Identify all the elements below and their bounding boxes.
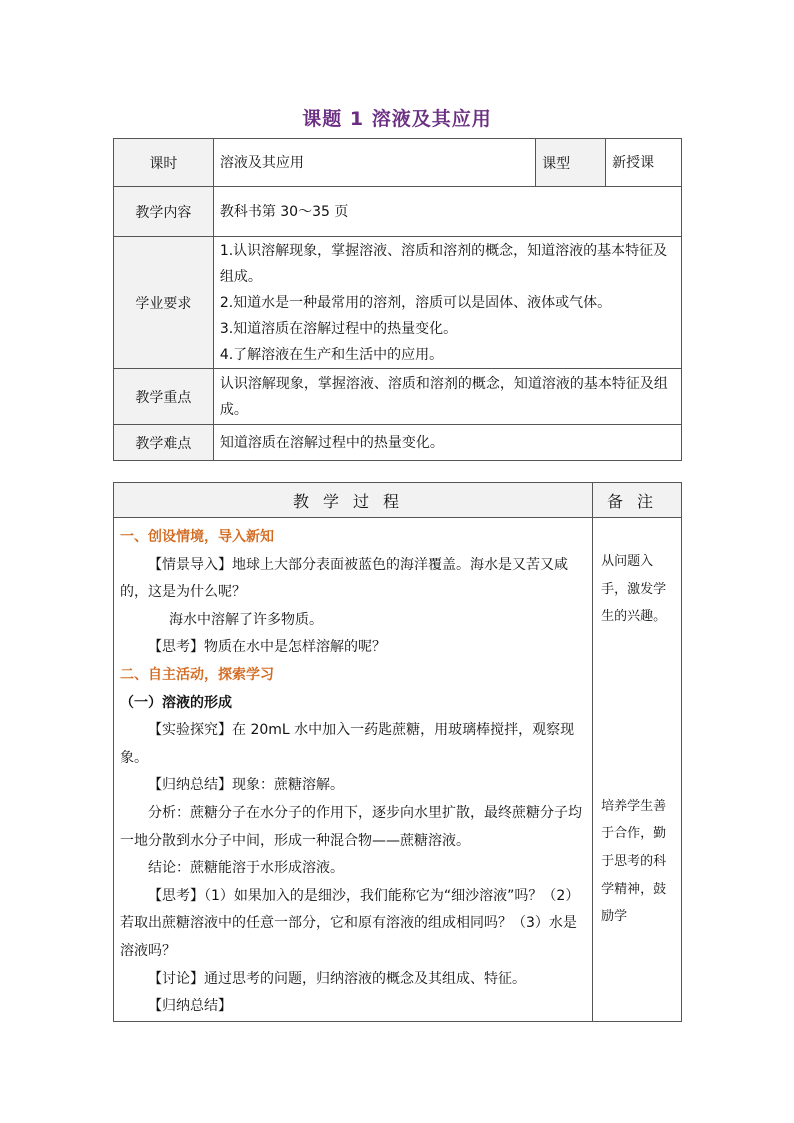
section-title: 一、创设情境，导入新知	[120, 529, 274, 545]
class-hours-value: 溶液及其应用	[213, 139, 535, 187]
requirement-item: 4.了解溶液在生产和生活中的应用。	[219, 346, 444, 363]
note: 从问题入手，激发学生的兴趣。	[601, 554, 667, 625]
process-body	[114, 518, 593, 1022]
paragraph: 【实验探究】在 20mL 水中加入一药匙蔗糖，用玻璃棒搅拌，观察现象。	[120, 722, 575, 766]
paragraph: 【情景导入】地球上大部分表面被蓝色的海洋覆盖。海水是又苦又咸的，这是为什么呢？	[120, 556, 568, 601]
lesson-type-label: 课型	[536, 139, 606, 187]
process-header: 教学过程	[114, 483, 593, 518]
paragraph: 结论：蔗糖能溶于水形成溶液。	[148, 860, 344, 877]
lesson-info-table	[113, 138, 682, 461]
note: 培养学生善于合作，勤于思考的科学精神，鼓励学	[601, 798, 667, 925]
paragraph: 【归纳总结】	[148, 998, 232, 1015]
section-title: 二、自主活动，探索学习	[120, 666, 274, 683]
requirement-item: 1.认识溶解现象，掌握溶液、溶质和溶剂的概念，知道溶液的基本特征及组成。	[219, 242, 668, 285]
page-title: 课题 1 溶液及其应用	[302, 108, 492, 130]
teaching-process-table	[113, 482, 682, 1022]
class-hours-label: 课时	[114, 139, 214, 187]
paragraph: 【归纳总结】现象：蔗糖溶解。	[148, 777, 344, 794]
content-value: 教科书第 30～35 页	[213, 187, 681, 237]
requirement-item: 2.知道水是一种最常用的溶剂，溶质可以是固体、液体或气体。	[219, 294, 612, 311]
key-points-value: 认识溶解现象，掌握溶液、溶质和溶剂的概念，知道溶液的基本特征及组成。	[213, 369, 681, 425]
difficulty-value: 知道溶质在溶解过程中的热量变化。	[213, 425, 681, 461]
key-points-label: 教学重点	[114, 369, 214, 425]
paragraph: 分析：蔗糖分子在水分子的作用下，逐步向水里扩散，最终蔗糖分子均一地分散到水分子中间，形成一种混合物——蔗糖溶液。	[120, 804, 582, 849]
subsection-title: （一）溶液的形成	[120, 694, 232, 711]
paragraph: 【思考】物质在水中是怎样溶解的呢？	[148, 639, 386, 656]
paragraph: 海水中溶解了许多物质。	[169, 611, 323, 628]
paragraph: 【讨论】通过思考的问题，归纳溶液的概念及其组成、特征。	[148, 970, 526, 987]
lesson-type-value: 新授课	[606, 139, 682, 187]
notes-column	[593, 518, 682, 1022]
content-label: 教学内容	[114, 187, 214, 237]
requirements-label: 学业要求	[114, 237, 214, 369]
paragraph: 【思考】（1）如果加入的是细沙，我们能称它为“细沙溶液”吗？（2）若取出蔗糖溶液中的任意一部分，它和原有溶液的组成相同吗？（3）水是溶液吗？	[120, 887, 580, 959]
notes-header: 备注	[593, 483, 682, 518]
requirement-item: 3.知道溶质在溶解过程中的热量变化。	[219, 320, 458, 337]
difficulty-label: 教学难点	[114, 425, 214, 461]
requirements-list	[213, 237, 681, 369]
